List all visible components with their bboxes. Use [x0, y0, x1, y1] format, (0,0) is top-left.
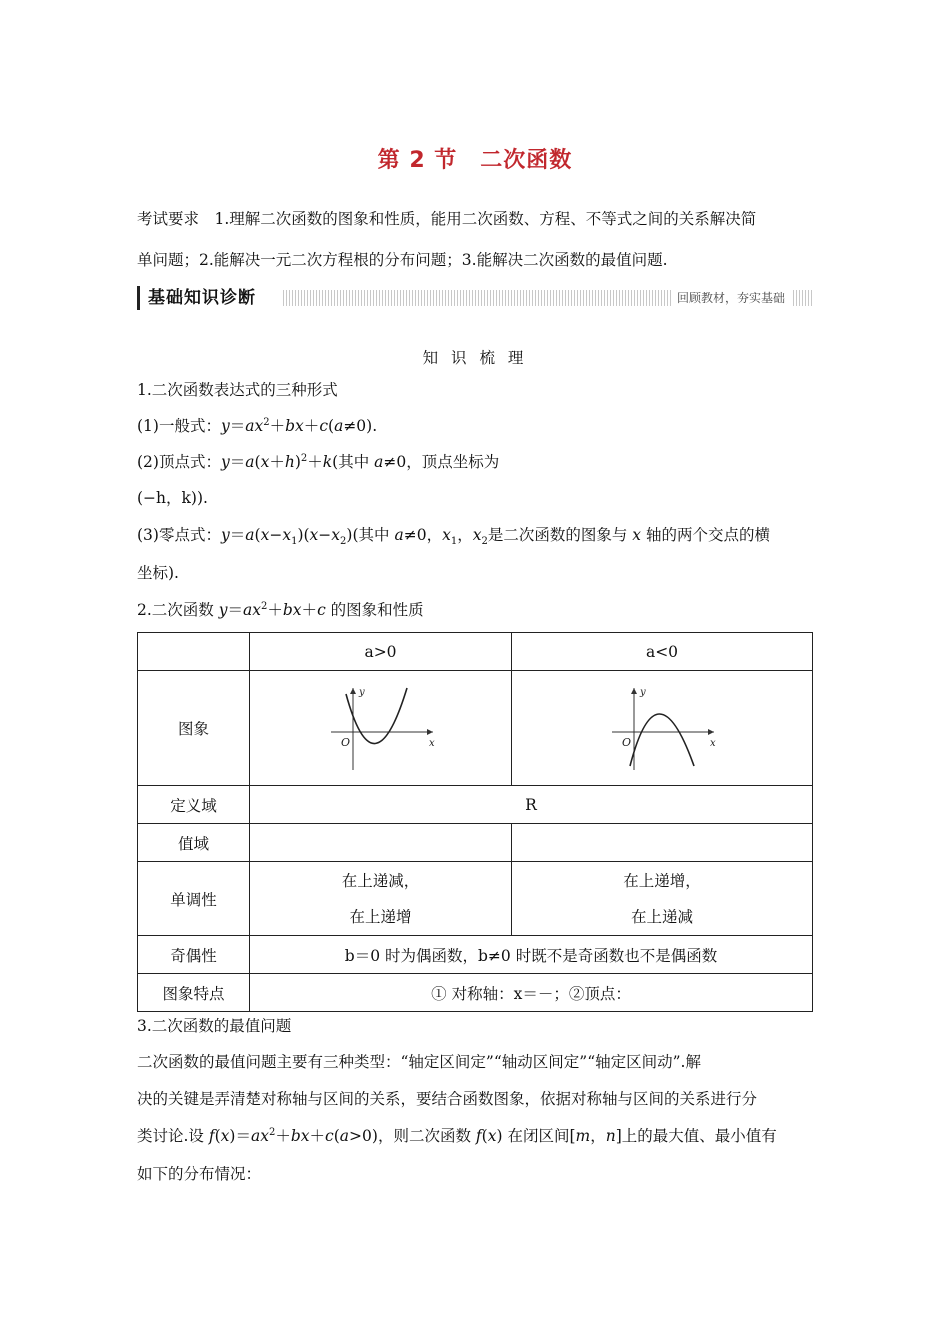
item1-zero-form-line-2: 坐标).: [137, 564, 179, 582]
y-axis-label: y: [640, 687, 646, 698]
header-a-negative: a<0: [512, 633, 813, 671]
banner-label: 基础知识诊断: [137, 286, 262, 310]
properties-table: [137, 632, 813, 1012]
monotonicity-pos-line-2: 在上递增: [349, 907, 412, 926]
table-row-monotonicity: [138, 862, 813, 936]
monotonicity-a-negative: [512, 862, 813, 936]
section-heading: 知 识 梳 理: [422, 349, 528, 367]
table-row-graph: [138, 671, 813, 786]
x-axis-label: x: [428, 738, 435, 749]
label-domain: 定义域: [138, 786, 250, 824]
table-header-row: [138, 633, 813, 671]
label-monotonicity: 单调性: [138, 862, 250, 936]
label-range: 值域: [138, 824, 250, 862]
graph-downward-parabola: [602, 684, 722, 772]
range-a-negative: [512, 824, 813, 862]
origin-label: O: [622, 736, 632, 749]
item1-title: 1.二次函数表达式的三种形式: [137, 381, 338, 399]
graph-upward-parabola-cell: [250, 671, 512, 786]
monotonicity-pos-line-1: 在上递减，: [341, 871, 420, 890]
monotonicity-neg-line-1: 在上递增，: [623, 871, 701, 890]
item3-title: 3.二次函数的最值问题: [137, 1017, 292, 1035]
y-axis-label: y: [358, 687, 365, 698]
item3-line-1: 二次函数的最值问题主要有三种类型：“轴定区间定”“轴动区间定”“轴定区间动”.解: [137, 1053, 701, 1071]
range-a-positive: [250, 824, 512, 862]
monotonicity-a-positive: [250, 862, 512, 936]
monotonicity-neg-line-2: 在上递减: [630, 907, 693, 926]
label-parity: 奇偶性: [138, 936, 250, 974]
exam-requirements-line-2: 单问题；2.能解决一元二次方程根的分布问题；3.能解决二次函数的最值问题.: [137, 251, 668, 269]
table-row-range: [138, 824, 813, 862]
item1-vertex-coordinates: (−h，k)).: [137, 489, 208, 507]
section-banner: [137, 286, 813, 310]
item1-vertex-form: (2)顶点式：$y=a(x+h)^2+k$(其中 a≠0，顶点坐标为: [137, 452, 500, 471]
label-graph: 图象: [138, 671, 250, 786]
origin-label: O: [340, 736, 350, 749]
graph-downward-parabola-cell: [512, 671, 813, 786]
item1-zero-form: (3)零点式：$y=a(x-x_1)(x-x_2)$(其中 a≠0，$x_1$，$x_2$是二次函数的图象与 x 轴的两个交点的横: [137, 526, 770, 548]
table-row-domain: [138, 786, 813, 824]
item2-title: 2.二次函数 $y=ax^2+bx+c$ 的图象和性质: [137, 600, 424, 619]
table-corner-cell: [138, 633, 250, 671]
exam-requirements-line-1: 考试要求 1.理解二次函数的图象和性质，能用二次函数、方程、不等式之间的关系解决简: [137, 210, 757, 228]
label-features: 图象特点: [138, 974, 250, 1012]
table-row-parity: [138, 936, 813, 974]
item3-line-3: 类讨论.设 $f(x)=ax^2+bx+c(a>0)$，则二次函数 f(x) 在闭区间[m，n]上的最大值、最小值有: [137, 1126, 777, 1145]
item3-line-4: 如下的分布情况：: [137, 1165, 262, 1183]
parity-value: b＝0 时为偶函数，b≠0 时既不是奇函数也不是偶函数: [250, 936, 813, 974]
features-value: ① 对称轴：x＝－；②顶点：: [250, 974, 813, 1012]
item1-general-form: (1)一般式：$y=ax^2+bx+c(a\ne 0)$.: [137, 416, 378, 435]
page-title: 第 2 节 二次函数: [377, 148, 573, 173]
table-row-features: [138, 974, 813, 1012]
domain-value: R: [250, 786, 813, 824]
item3-line-2: 决的关键是弄清楚对称轴与区间的关系，要结合函数图象，依据对称轴与区间的关系进行分: [137, 1090, 758, 1108]
x-axis-label: x: [710, 738, 716, 749]
banner-subtitle: 回顾教材，夯实基础: [671, 287, 791, 309]
graph-upward-parabola: [321, 684, 441, 772]
header-a-positive: a>0: [250, 633, 512, 671]
